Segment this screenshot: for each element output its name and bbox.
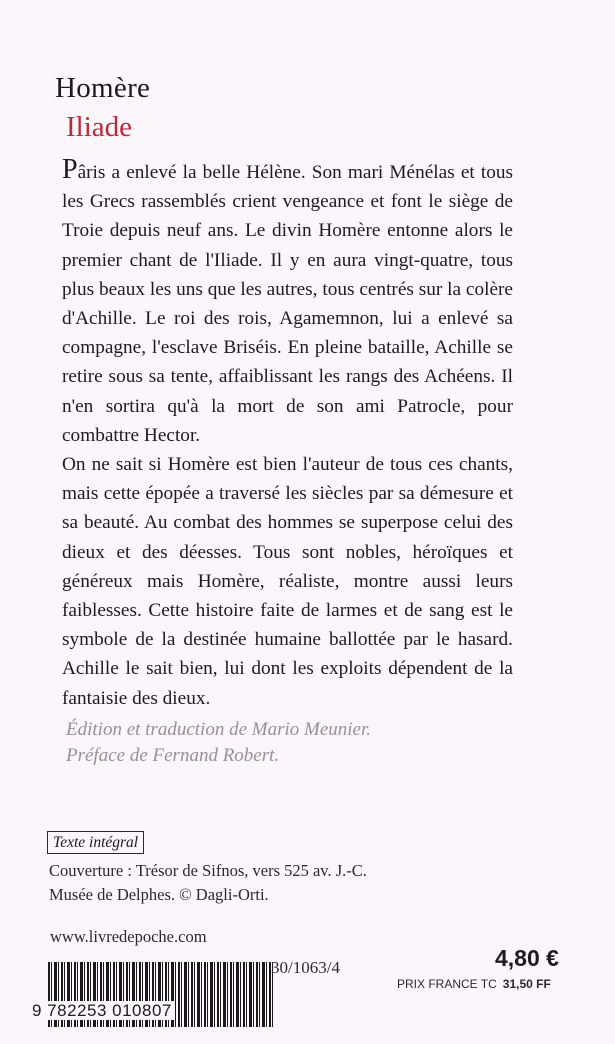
drop-cap: P [62,154,78,185]
isbn-text: 9 782253 010807 [32,1001,172,1020]
price-france-label: PRIX FRANCE TC [397,977,497,991]
price: 4,80 € [495,945,559,971]
blurb [62,155,513,713]
blurb-paragraph-1 [62,155,513,450]
author-name: Homère [55,72,151,104]
price-france [397,977,551,991]
credits [66,717,371,769]
isbn-number [30,1001,280,1021]
cover-credit [49,859,367,907]
credit-preface: Préface de Fernand Robert. [66,745,280,766]
book-title: Iliade [66,111,133,143]
blurb-paragraph-2: On ne sait si Homère est bien l'auteur de tous ces chants, mais cette épopée a traversé les siècles par sa démesure et sa beauté. Au combat des hommes se superpose celui des dieux et des déesses. Tous sont nobles, héroïques et généreux mais Homère, réaliste, montre aussi leurs faiblesses. Cette histoire faite de larmes et de sang est le symbole de la destinée humaine ballottée par le hasard. Achille le sait bien, lui dont les exploits dépendent de la fantaisie des dieux. [62,454,513,709]
cover-credit-line-2: Musée de Delphes. © Dagli-Orti. [49,885,269,904]
website: www.livredepoche.com [50,927,207,946]
cover-credit-line-1: Couverture : Trésor de Sifnos, vers 525 av. J.-C. [49,861,367,880]
blurb-paragraph-1-text: âris a enlevé la belle Hélène. Son mari Ménélas et tous les Grecs rassemblés crient vengeance et font le siège de Troie depuis neuf ans. Le divin Homère entonne alors le premier chant de l'Iliade. Il y en aura vingt-quatre, tous plus beaux les uns que les autres, tous centrés sur la colère d'Achille. Le roi des rois, Agamemnon, lui a enlevé sa compagne, l'esclave Briséis. En pleine bataille, Achille se retire sous sa tente, affaiblissant les rangs des Achéens. Il n'en sortira qu'à la mort de son ami Patrocle, pour combattre Hector. [62,162,513,446]
catalog-code: 30/1063/4 [271,958,340,977]
credit-edition: Édition et traduction de Mario Meunier. [66,719,372,740]
full-text-tag: Texte intégral [47,831,144,854]
price-ff: 31,50 FF [502,977,551,991]
